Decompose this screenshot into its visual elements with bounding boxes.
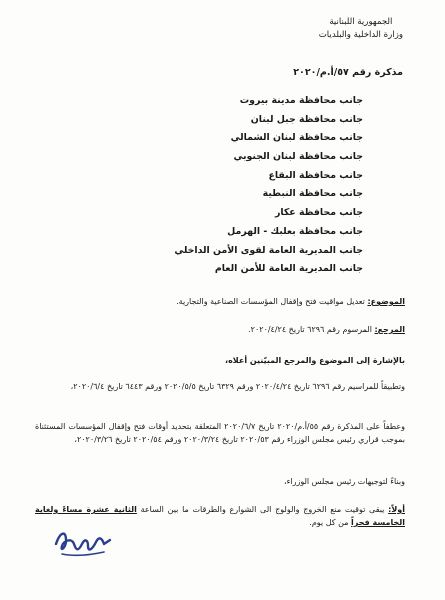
addressee-line: جانب محافظة البقاع — [268, 169, 363, 181]
signature-image — [52, 522, 114, 562]
ministry-name: وزارة الداخلية والبلديات — [318, 30, 403, 40]
addressee-line: جانب محافظة النبطية — [262, 188, 363, 200]
addressee-line: جانب محافظة بعلبك - الهرمل — [227, 225, 363, 237]
letterhead — [319, 16, 403, 42]
first-clause-hours: الثانية عشرة مساءً ولغاية الخامسة فجراً — [35, 505, 405, 527]
intro-paragraph: بالإشارة إلى الموضوع والمرجع المبيّنين أعلاه، — [225, 356, 405, 365]
addressee-list — [63, 92, 363, 279]
reference-text: المرسوم رقم ٦٢٩٦ تاريخ ٢٠٢٠/٤/٢٤. — [248, 325, 372, 334]
memo-number: مذكرة رقم ٥٧/أ.م/٢٠٢٠ — [293, 67, 403, 78]
first-clause-suffix: من كل يوم. — [309, 518, 349, 527]
subject-text: تعديل مواقيت فتح وإقفال المؤسسات الصناعية والتجارية. — [176, 297, 365, 306]
decrees-paragraph: وتطبيقاً للمراسيم رقم ٦٢٩٦ تاريخ ٢٠٢٠/٤/٢٤ ورقم ٦٣٢٩ تاريخ ٢٠٢٠/٥/٥ ورقم ٦٤٤٣ تاريخ ٢٠٢٠/٦/٤، — [70, 382, 405, 391]
subject-label: الموضوع: — [367, 297, 405, 306]
directives-paragraph: وبناءً لتوجيهات رئيس مجلس الوزراء، — [284, 477, 405, 486]
reference-memo-paragraph: وعطفاً على المذكرة رقم ٥٥/أ.م/٢٠٢٠ تاريخ ٢٠٢٠/٦/٧ المتعلقة بتحديد أوقات فتح وإقفال المؤسسات المستثناة بموجب قراري رئيس مجلس الوزراء رقم ٢٠٢٠/٥٣ تاريخ ٢٠٢٠/٣/٢٤ ورقم ٢٠٢٠/٥٤ تاريخ ٢٠٢٠/٣/٢٦، — [35, 422, 406, 444]
reference-label: المرجع: — [374, 325, 405, 334]
addressee-line: جانب محافظة عكار — [274, 207, 363, 219]
country-name: الجمهورية اللبنانية — [329, 17, 393, 27]
reference-line — [248, 325, 405, 334]
addressee-line: جانب محافظة لبنان الجنوبي — [233, 151, 363, 163]
addressee-line: جانب المديرية العامة للأمن العام — [214, 263, 363, 275]
addressee-line: جانب المديرية العامة لقوى الأمن الداخلي — [174, 244, 363, 256]
first-clause-text: يبقى توقيت منع الخروج والولوج الى الشوارع والطرقات ما بين الساعة — [140, 505, 385, 514]
addressee-line: جانب محافظة مدينة بيروت — [239, 95, 363, 106]
subject-line — [176, 297, 405, 306]
first-clause-label: أولاً: — [388, 505, 406, 514]
addressee-line: جانب محافظة لبنان الشمالي — [230, 132, 363, 144]
addressee-line: جانب محافظة جبل لبنان — [250, 113, 363, 125]
